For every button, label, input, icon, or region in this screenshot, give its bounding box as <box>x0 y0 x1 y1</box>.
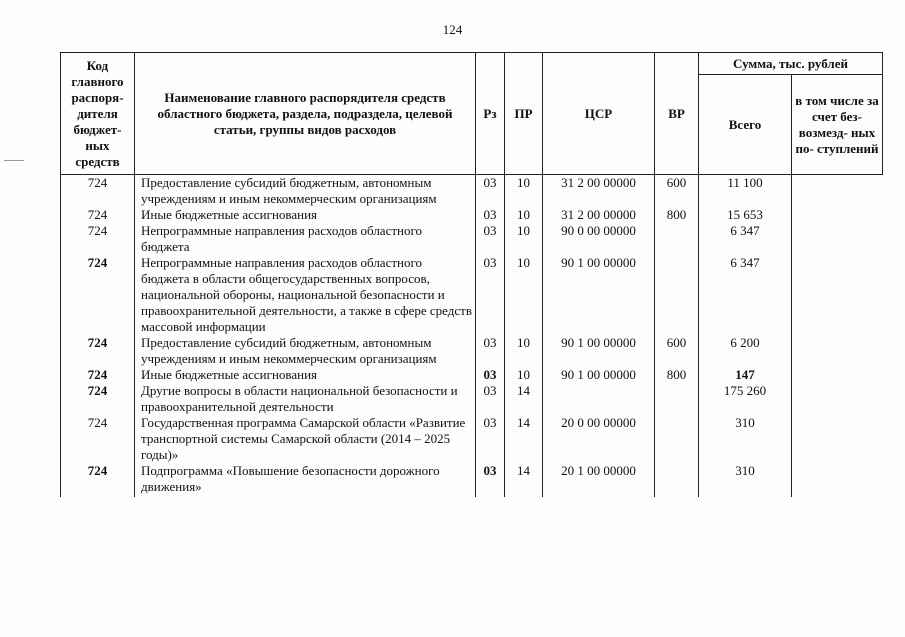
header-sum: Сумма, тыс. рублей <box>699 53 883 75</box>
cell-csr: 90 1 00 00000 <box>543 367 655 383</box>
header-code: Код главного распоря- дителя бюджет- ных средств <box>61 53 135 175</box>
cell-name: Государственная программа Самарской области «Развитие транспортной системы Самарской области (2014 – 2025 годы)» <box>135 415 476 463</box>
cell-code: 724 <box>61 255 135 335</box>
cell-pr: 14 <box>505 415 543 463</box>
cell-pr: 10 <box>505 367 543 383</box>
cell-pr: 10 <box>505 335 543 367</box>
table-row <box>61 367 883 383</box>
cell-total: 175 260 <box>699 383 792 415</box>
cell-rz: 03 <box>476 335 505 367</box>
cell-rz: 03 <box>476 223 505 255</box>
cell-name: Непрограммные направления расходов областного бюджета <box>135 223 476 255</box>
cell-pr: 10 <box>505 223 543 255</box>
scan-artifact <box>4 160 24 161</box>
cell-csr: 20 0 00 00000 <box>543 415 655 463</box>
cell-total: 6 347 <box>699 223 792 255</box>
table-row <box>61 223 883 255</box>
cell-csr: 90 0 00 00000 <box>543 223 655 255</box>
cell-grants <box>792 335 883 367</box>
cell-code: 724 <box>61 415 135 463</box>
cell-name: Подпрограмма «Повышение безопасности дорожного движения» <box>135 463 476 497</box>
cell-csr: 20 1 00 00000 <box>543 463 655 497</box>
cell-name: Непрограммные направления расходов областного бюджета в области общегосударственных вопросов, национальной обороны, национальной безопасности и правоохранительной деятельности, а также в сфере средств массовой информации <box>135 255 476 335</box>
cell-total: 147 <box>699 367 792 383</box>
cell-code: 724 <box>61 335 135 367</box>
cell-pr: 10 <box>505 207 543 223</box>
table-row <box>61 415 883 463</box>
cell-rz: 03 <box>476 383 505 415</box>
header-total: Всего <box>699 75 792 175</box>
cell-vr: 800 <box>655 207 699 223</box>
table-row <box>61 207 883 223</box>
table-row <box>61 463 883 497</box>
cell-name: Иные бюджетные ассигнования <box>135 367 476 383</box>
cell-rz: 03 <box>476 367 505 383</box>
cell-total: 310 <box>699 463 792 497</box>
cell-grants <box>792 207 883 223</box>
cell-vr <box>655 415 699 463</box>
cell-grants <box>792 415 883 463</box>
cell-pr: 14 <box>505 463 543 497</box>
cell-rz: 03 <box>476 175 505 208</box>
cell-code: 724 <box>61 367 135 383</box>
cell-vr <box>655 255 699 335</box>
cell-grants <box>792 383 883 415</box>
cell-grants <box>792 463 883 497</box>
cell-total: 6 347 <box>699 255 792 335</box>
cell-csr: 31 2 00 00000 <box>543 175 655 208</box>
cell-code: 724 <box>61 175 135 208</box>
cell-pr: 10 <box>505 255 543 335</box>
cell-total: 11 100 <box>699 175 792 208</box>
cell-vr <box>655 383 699 415</box>
cell-name: Предоставление субсидий бюджетным, автономным учреждениям и иным некоммерческим организациям <box>135 335 476 367</box>
cell-grants <box>792 175 883 208</box>
cell-pr: 10 <box>505 175 543 208</box>
cell-name: Иные бюджетные ассигнования <box>135 207 476 223</box>
cell-rz: 03 <box>476 207 505 223</box>
cell-rz: 03 <box>476 415 505 463</box>
cell-code: 724 <box>61 383 135 415</box>
cell-code: 724 <box>61 223 135 255</box>
cell-vr <box>655 223 699 255</box>
budget-expenditure-table <box>60 52 883 497</box>
cell-rz: 03 <box>476 255 505 335</box>
cell-vr <box>655 463 699 497</box>
cell-code: 724 <box>61 207 135 223</box>
cell-csr: 31 2 00 00000 <box>543 207 655 223</box>
cell-grants <box>792 223 883 255</box>
cell-csr <box>543 383 655 415</box>
cell-rz: 03 <box>476 463 505 497</box>
table-row <box>61 383 883 415</box>
cell-vr: 800 <box>655 367 699 383</box>
cell-grants <box>792 255 883 335</box>
cell-name: Предоставление субсидий бюджетным, автономным учреждениям и иным некоммерческим организациям <box>135 175 476 208</box>
cell-total: 15 653 <box>699 207 792 223</box>
cell-vr: 600 <box>655 175 699 208</box>
cell-total: 6 200 <box>699 335 792 367</box>
header-rz: Рз <box>476 53 505 175</box>
cell-csr: 90 1 00 00000 <box>543 335 655 367</box>
table-row <box>61 175 883 208</box>
header-grants: в том числе за счет без- возмезд- ных по- ступлений <box>792 75 883 175</box>
cell-csr: 90 1 00 00000 <box>543 255 655 335</box>
header-vr: ВР <box>655 53 699 175</box>
page-number: 124 <box>442 22 463 37</box>
table-row <box>61 335 883 367</box>
header-pr: ПР <box>505 53 543 175</box>
cell-total: 310 <box>699 415 792 463</box>
header-csr: ЦСР <box>543 53 655 175</box>
cell-name: Другие вопросы в области национальной безопасности и правоохранительной деятельности <box>135 383 476 415</box>
cell-grants <box>792 367 883 383</box>
header-name: Наименование главного распорядителя средств областного бюджета, раздела, подраздела, целевой статьи, группы видов расходов <box>135 53 476 175</box>
cell-pr: 14 <box>505 383 543 415</box>
table-row <box>61 255 883 335</box>
cell-vr: 600 <box>655 335 699 367</box>
cell-code: 724 <box>61 463 135 497</box>
